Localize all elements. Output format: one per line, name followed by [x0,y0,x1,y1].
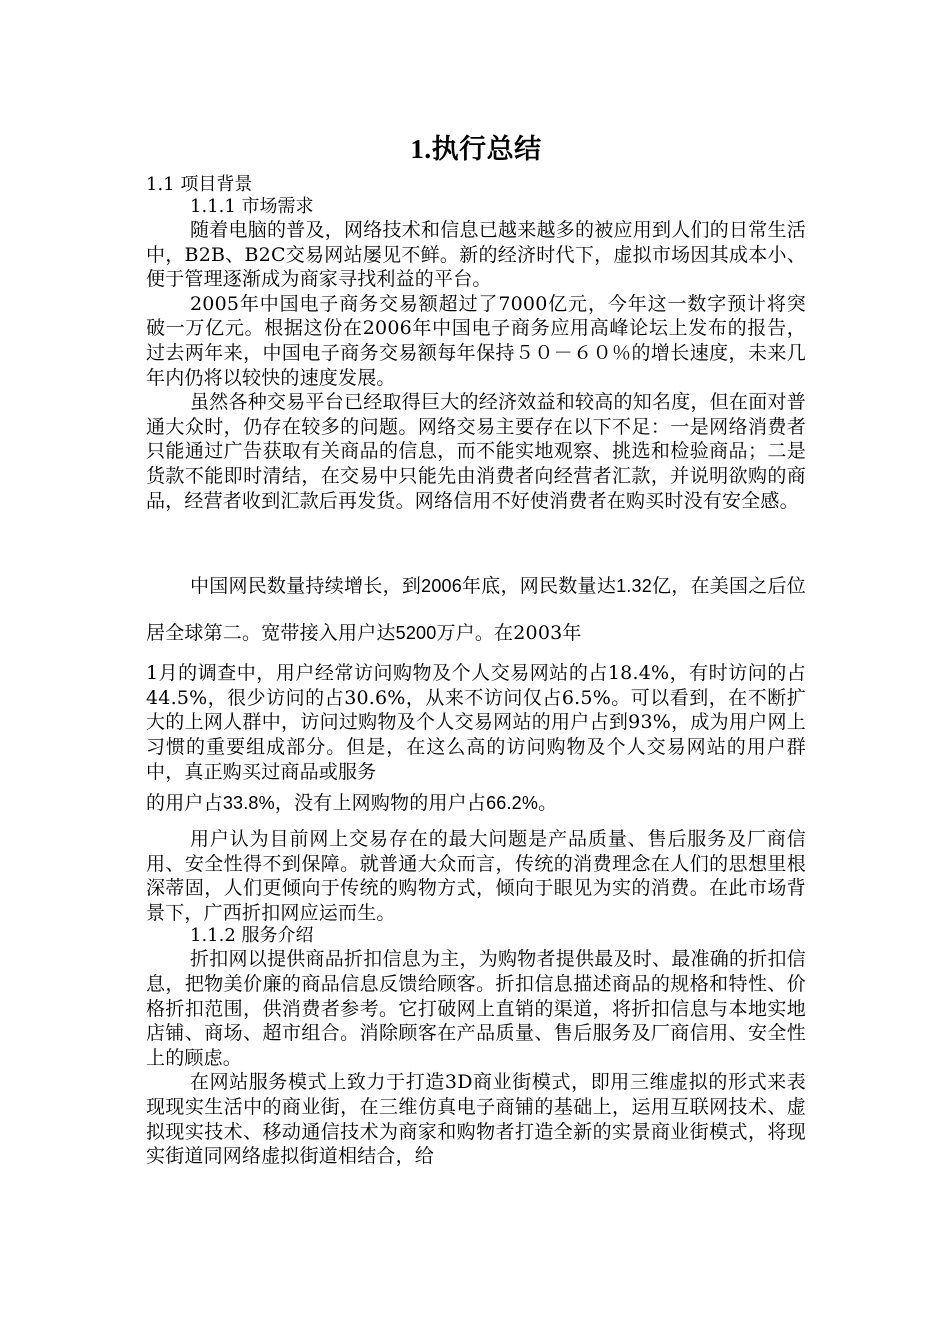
paragraph-3d-street-model: 在网站服务模式上致力于打造3D商业街模式，即用三维虚拟的形式来表现现实生活中的商业街，在三维仿真电子商铺的基础上，运用互联网技术、虚拟现实技术、移动通信技术为商家和购物者打造全新的实景商业街模式，将现实街道同网络虚拟街道相结合，给 [146,1071,806,1168]
text-run: 中国网民数量持续增长，到 [190,575,422,598]
blank-space [146,513,806,563]
text-run: 。 [538,792,558,815]
text-run: 年底，网民数量达 [461,575,617,598]
text-run: 的用户占 [146,792,223,815]
text-run-number: 2006 [421,576,462,597]
section-heading-1-1-1: 1.1.1 市场需求 [190,196,314,217]
paragraph-user-concerns: 用户认为目前网上交易存在的最大问题是产品质量、售后服务及厂商信用、安全性得不到保障。就普通大众而言，传统的消费理念在人们的思想里根深蒂固，人们更倾向于传统的购物方式，倾向于眼见为实的消费。在此市场背景下，广西折扣网应运而生。 [146,828,806,924]
paragraph-netizen-stats [146,563,806,657]
paragraph-market-intro: 随着电脑的普及，网络技术和信息已越来越多的被应用到人们的日常生活中，B2B、B2C交易网站屡见不鲜。新的经济时代下，虚拟市场因其成本小、便于管理逐渐成为商家寻找利益的平台。 [146,219,806,291]
document-body [146,132,806,1169]
paragraph-survey-results [146,661,806,784]
section-heading-1-1: 1.1 项目背景 [146,174,253,195]
section-heading-1-1-2: 1.1.2 服务介绍 [190,925,314,947]
text-run-number: 66.2% [486,793,539,814]
text-run: 1月的调查中，用户经常访问购物及个人交易网站的占18.4%，有时访问的占44.5%，很少访问的占30.6%，从来不访问仅占6.5%。可以看到，在不断扩大的上网人群中，访问过购物及个人交易网站的用户占到93%，成为用户网上习惯的重要组成部分。但是，在这么高的访问购物及个人交易网站的用户群中，真正购买过商品或服务 [146,662,806,783]
text-run-number: 5200 [395,623,437,644]
paragraph-survey-results-end [146,780,806,827]
document-title: 1.执行总结 [410,134,542,164]
paragraph-platform-issues: 虽然各种交易平台已经取得巨大的经济效益和较高的知名度，但在面对普通大众时，仍存在较多的问题。网络交易主要存在以下不足：一是网络消费者只能通过广告获取有关商品的信息，而不能实地观察、挑选和检验商品；二是货款不能即时清结，在交易中只能先由消费者向经营者汇款，并说明欲购的商品，经营者收到汇款后再发货。网络信用不好使消费者在购买时没有安全感。 [146,391,806,512]
text-run-number: 1.32 [616,576,652,597]
text-run: 亿，在美国之后位居全球第二。宽带接入用户达 [146,575,806,645]
text-run-number: 33.8% [222,793,275,814]
text-run: ，没有上网购物的用户占 [274,792,487,815]
paragraph-ecommerce-volume: 2005年中国电子商务交易额超过了7000亿元，今年这一数字预计将突破一万亿元。根据这份在2006年中国电子商务应用高峰论坛上发布的报告，过去两年来，中国电子商务交易额每年保持５０－６０％的增长速度，未来几年内仍将以较快的速度发展。 [146,292,806,389]
text-run: 万户。在2003年 [436,622,582,645]
paragraph-service-intro: 折扣网以提供商品折扣信息为主，为购物者提供最及时、最准确的折扣信息，把物美价廉的商品信息反馈给顾客。折扣信息描述商品的规格和特性、价格折扣范围，供消费者参考。它打破网上直销的渠道，将折扣信息与本地实地店铺、商场、超市组合。消除顾客在产品质量、售后服务及厂商信用、安全性上的顾虑。 [146,948,806,1069]
